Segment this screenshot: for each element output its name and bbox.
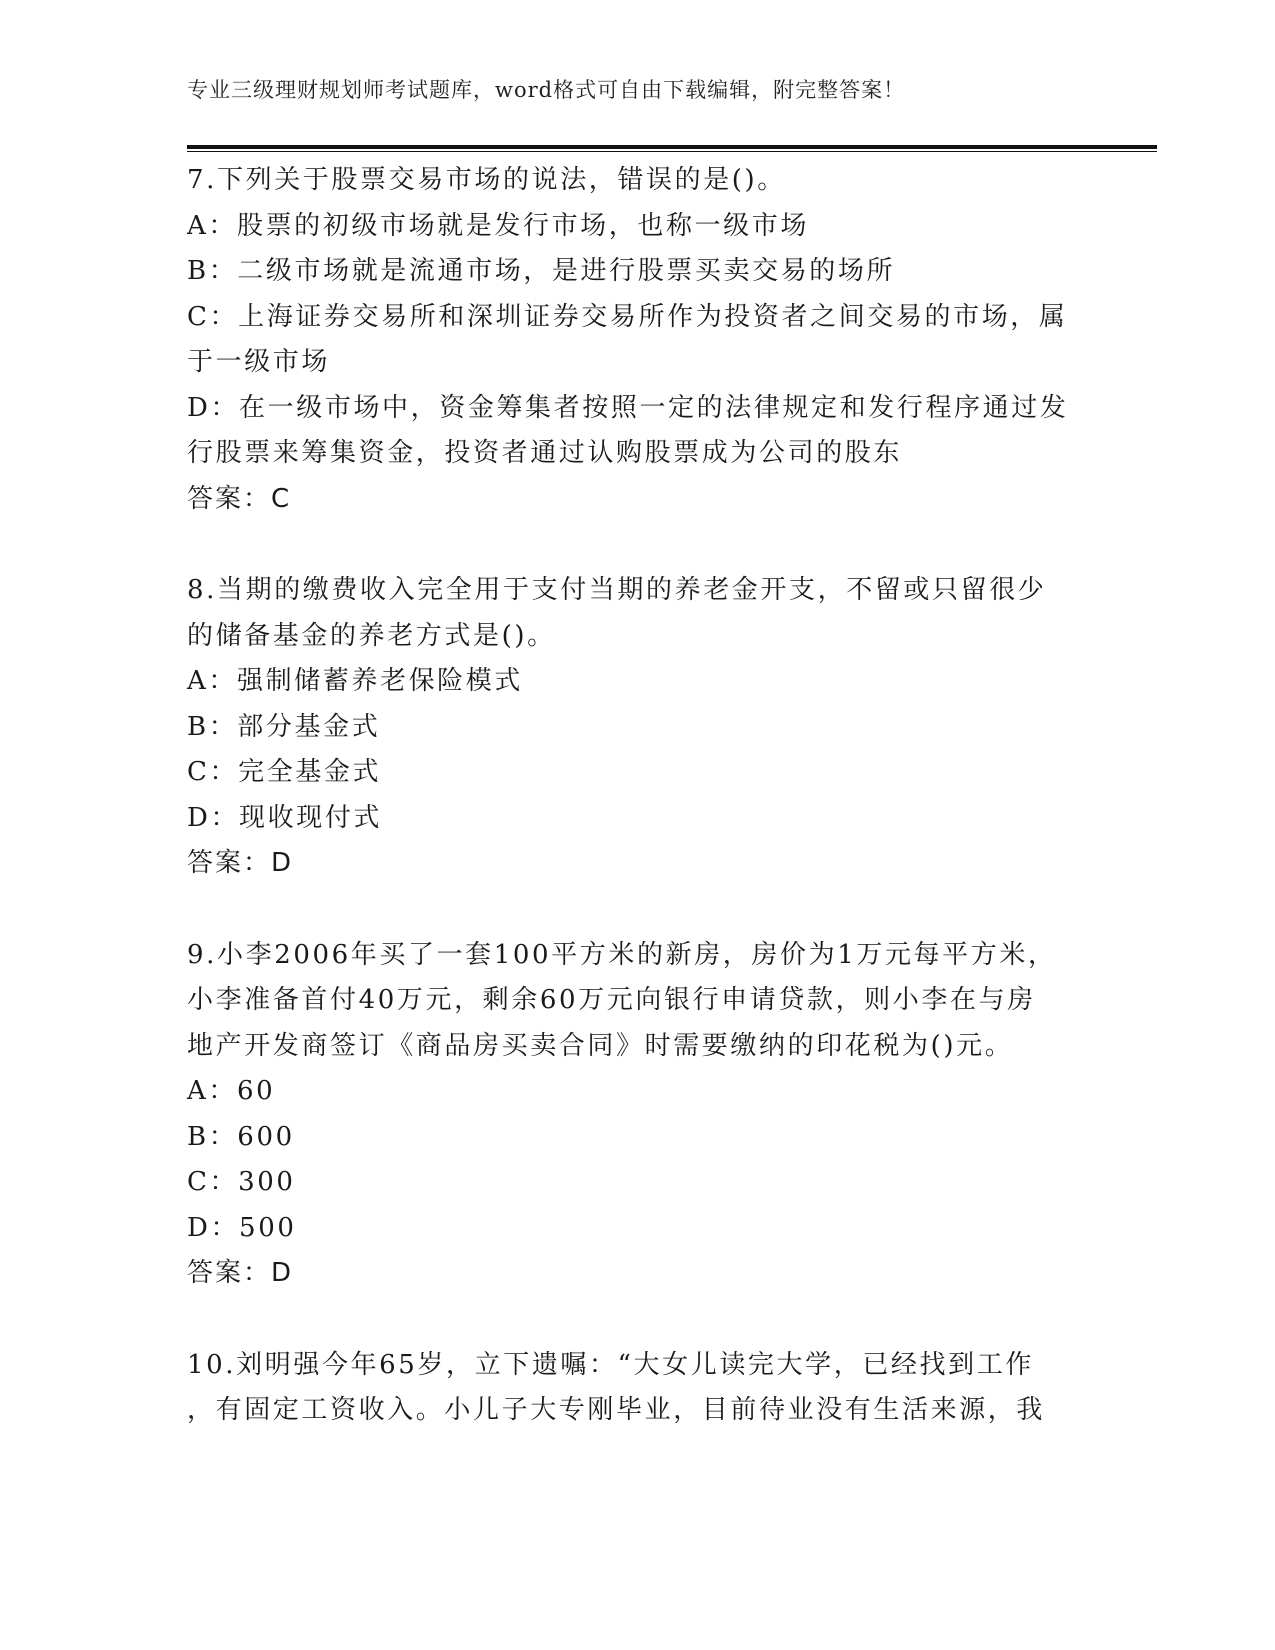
question-9: [187, 933, 1087, 1297]
header-rule-thin: [187, 151, 1157, 152]
option-text: D：在一级市场中，资金筹集者按照一定的法律规定和发行程序通过发: [187, 392, 1069, 423]
question-10: [187, 1343, 1087, 1434]
question-stem: 地产开发商签订《商品房买卖合同》时需要缴纳的印花税为()元。: [187, 1030, 1014, 1061]
option-d: D：500: [187, 1212, 297, 1243]
question-list: [187, 158, 1087, 1434]
page-header: 专业三级理财规划师考试题库，word格式可自由下载编辑，附完整答案！: [187, 78, 906, 102]
option-c: C：300: [187, 1167, 296, 1197]
option-text: A：股票的初级市场就是发行市场，也称一级市场: [187, 210, 809, 241]
question-gap: [187, 1297, 1087, 1343]
question-stem: 7.下列关于股票交易市场的说法，错误的是()。: [187, 165, 786, 195]
answer: 答案：C: [187, 483, 292, 514]
answer: 答案：D: [187, 848, 294, 878]
question-stem: 10.刘明强今年65岁，立下遗嘱：“大女儿读完大学，已经找到工作: [187, 1349, 1034, 1380]
question-stem: 8.当期的缴费收入完全用于支付当期的养老金开支，不留或只留很少: [187, 575, 1047, 605]
option-text: 行股票来筹集资金，投资者通过认购股票成为公司的股东: [187, 438, 903, 468]
question-stem: 的储备基金的养老方式是()。: [187, 620, 556, 651]
option-c: [187, 295, 1087, 386]
option-c: C：完全基金式: [187, 757, 382, 787]
option-d: [187, 386, 1087, 477]
option-text: B：二级市场就是流通市场，是进行股票买卖交易的场所: [187, 256, 896, 286]
option-b: B：部分基金式: [187, 711, 381, 742]
header-rule-thick: [187, 145, 1157, 149]
option-text: C：上海证券交易所和深圳证券交易所作为投资者之间交易的市场，属: [187, 301, 1068, 332]
option-d: D：现收现付式: [187, 802, 383, 833]
question-stem: ，有固定工资收入。小儿子大专刚毕业，目前待业没有生活来源，我: [187, 1395, 1046, 1425]
answer: 答案：D: [187, 1258, 294, 1288]
option-text: 于一级市场: [187, 347, 331, 377]
option-b: [187, 249, 1087, 295]
question-gap: [187, 887, 1087, 933]
question-gap: [187, 522, 1087, 568]
question-7: [187, 158, 1087, 522]
option-a: A：强制储蓄养老保险模式: [187, 666, 523, 696]
question-stem: 小李准备首付40万元，剩余60万元向银行申请贷款，则小李在与房: [187, 985, 1036, 1015]
question-8: [187, 568, 1087, 887]
question-stem: 9.小李2006年买了一套100平方米的新房，房价为1万元每平方米，: [187, 939, 1057, 970]
option-a: A：60: [187, 1076, 276, 1106]
option-b: B：600: [187, 1121, 295, 1152]
option-a: [187, 204, 1087, 250]
